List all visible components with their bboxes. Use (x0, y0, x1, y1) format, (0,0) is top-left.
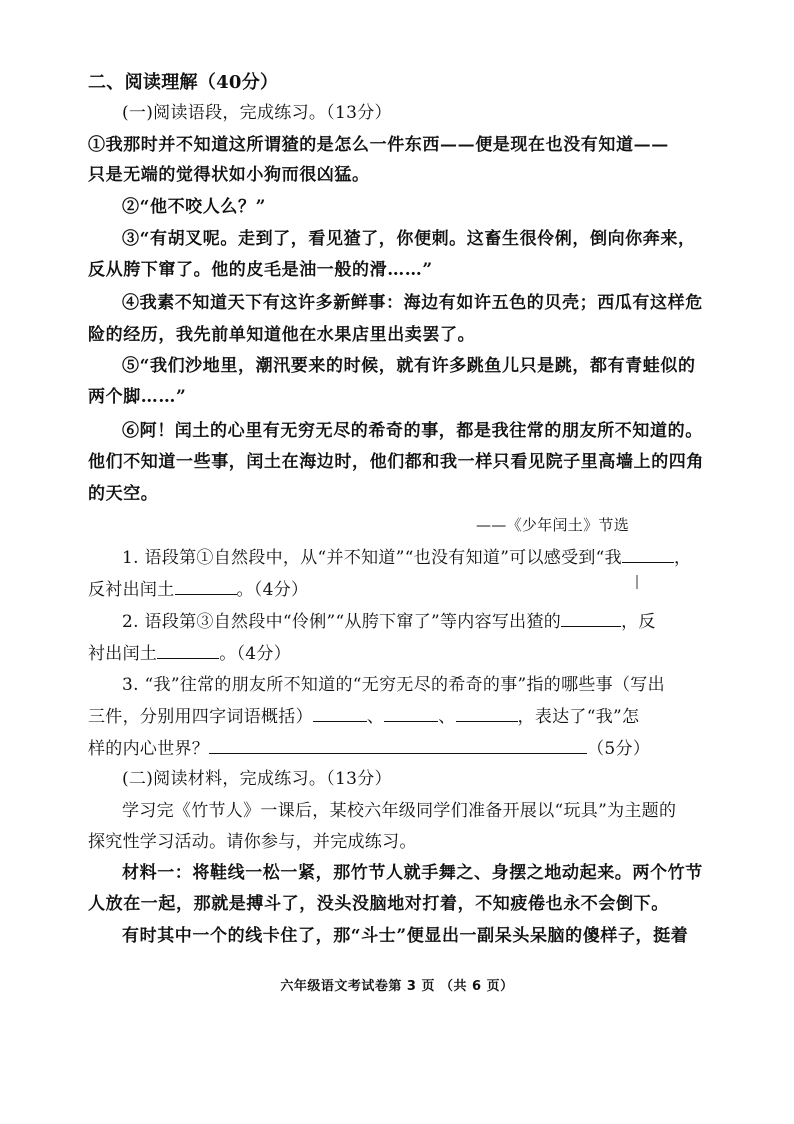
passage-line: ③“有胡叉呢。走到了，看见猹了，你便刺。这畜生很伶俐，倒向你奔来， (122, 229, 696, 249)
question-1-text-cont: 反衬出闰土 (88, 580, 175, 600)
passage-line: 他们不知道一些事，闰土在海边时，他们都和我一样只看见院子里高墙上的四角 (88, 452, 704, 472)
passage-line: 只是无端的觉得状如小狗而很凶猛。 (88, 165, 370, 185)
question-2-text: 2. 语段第③自然段中“伶俐”“从胯下窜了”等内容写出猹的 (122, 612, 562, 632)
answer-blank[interactable] (175, 578, 237, 595)
answer-blank[interactable] (561, 610, 621, 627)
answer-blank-long[interactable] (209, 737, 587, 754)
material-line: 有时其中一个的线卡住了，那“斗士”便显出一副呆头呆脑的傻样子，挺着 (122, 926, 689, 946)
passage-line: ⑥阿！闰土的心里有无穷无尽的希奇的事，都是我往常的朋友所不知道的。 (122, 421, 703, 441)
question-3-score: （5分） (587, 739, 651, 759)
passage-line: ②“他不咬人么？” (122, 197, 266, 217)
page-footer: 六年级语文考试卷第 3 页 （共 6 页） (280, 979, 514, 994)
question-3-cont (88, 705, 639, 728)
material-line: 人放在一起，那就是搏斗了，没头没脑地对打着，不知疲倦也永不会倒下。 (88, 894, 669, 914)
question-3-cont2 (88, 737, 650, 760)
part2-heading: (二)阅读材料，完成练习。（13分） (122, 769, 392, 789)
material-line: 材料一：将鞋线一松一紧，那竹节人就手舞之、身摆之地动起来。两个竹节 (122, 863, 703, 883)
part1-heading: (一)阅读语段，完成练习。（13分） (122, 103, 392, 123)
question-1-punct: ， (673, 548, 692, 568)
question-3 (122, 674, 665, 696)
answer-blank[interactable] (157, 642, 219, 659)
question-1-score: 。（4分） (236, 580, 309, 600)
question-3-sep: 、 (366, 707, 385, 727)
part2-intro: 学习完《竹节人》一课后，某校六年级同学们准备开展以“玩具”为主题的 (122, 801, 677, 821)
answer-blank[interactable] (622, 546, 674, 563)
part2-intro: 探究性学习活动。请你参与，并完成练习。 (88, 832, 417, 852)
question-2 (122, 610, 656, 633)
section-title: 二、阅读理解（40分） (88, 72, 279, 93)
passage-line: 反从胯下窜了。他的皮毛是油一般的滑……” (88, 260, 433, 280)
question-2-score: 。（4分） (219, 644, 292, 664)
answer-blank[interactable] (313, 705, 367, 722)
passage-source: ——《少年闰土》节选 (476, 516, 630, 534)
answer-blank[interactable] (456, 705, 518, 722)
passage-line: 两个脚……” (88, 387, 187, 407)
question-3-sep: 、 (438, 707, 456, 727)
question-3-text-cont: 三件，分别用四字词语概括） (88, 707, 313, 727)
question-3-text-end: ，表达了“我”怎 (517, 707, 640, 727)
passage-line: ④我素不知道天下有这许多新鲜事：海边有如许五色的贝壳；西瓜有这样危 (122, 293, 703, 313)
question-2-cont (88, 642, 291, 665)
scan-edge-mark (636, 575, 638, 589)
passage-line: ①我那时并不知道这所谓猹的是怎么一件东西——便是现在也没有知道—— (88, 135, 669, 155)
question-1 (122, 546, 691, 569)
passage-line: 的天空。 (88, 484, 159, 504)
passage-line: ⑤“我们沙地里，潮汛要来的时候，就有许多跳鱼儿只是跳，都有青蛙似的 (122, 356, 696, 376)
question-2-text-cont: 衬出闰土 (88, 644, 158, 664)
question-1-cont (88, 578, 308, 601)
question-1-text: 1. 语段第①自然段中，从“并不知道”“也没有知道”可以感受到“我 (122, 548, 622, 568)
question-2-punct: ，反 (621, 612, 656, 632)
passage-line: 险的经历，我先前单知道他在水果店里出卖罢了。 (88, 325, 476, 345)
question-3-text-cont2: 样的内心世界？ (88, 739, 210, 759)
question-3-text: 3. “我”往常的朋友所不知道的“无穷无尽的希奇的事”指的哪些事（写出 (122, 675, 665, 695)
answer-blank[interactable] (384, 705, 438, 722)
